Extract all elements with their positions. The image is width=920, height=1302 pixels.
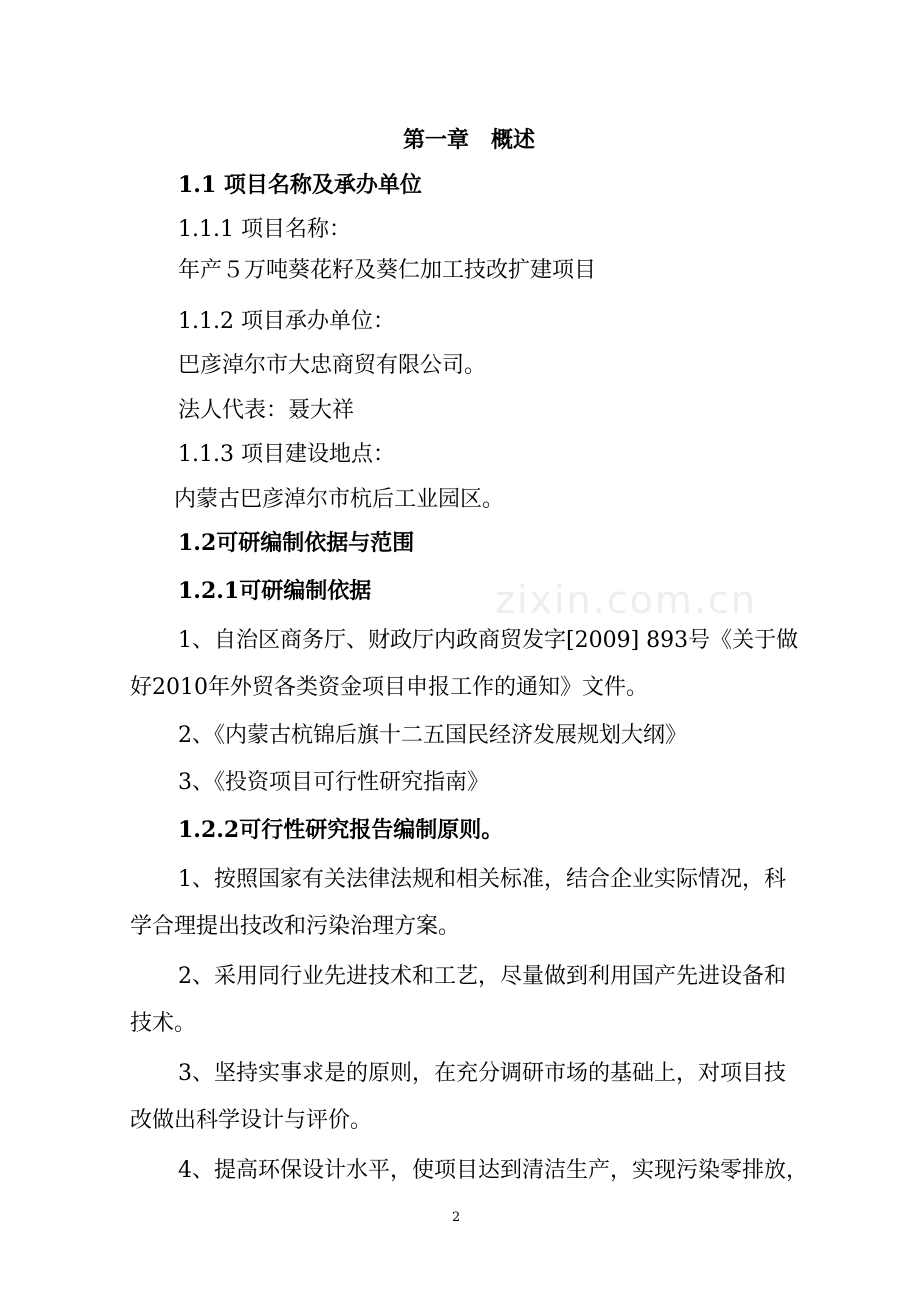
subsection-heading-1-2-2: 1.2.2可行性研究报告编制原则。 (178, 817, 504, 843)
subsection-heading-1-1-2: 1.1.2 项目承办单位： (178, 309, 395, 334)
subsection-heading-1-1-3: 1.1.3 项目建设地点： (178, 442, 395, 467)
project-name-text: 年产５万吨葵花籽及葵仁加工技改扩建项目 (178, 258, 597, 283)
principle-3-line-2: 改做出科学设计与评价。 (130, 1108, 373, 1133)
subsection-heading-1-1-1: 1.1.1 项目名称： (178, 217, 351, 242)
basis-item-2: 2、《内蒙古杭锦后旗十二五国民经济发展规划大纲》 (178, 723, 687, 748)
principle-1-line-1: 1、按照国家有关法律法规和相关标准，结合企业实际情况，科 (178, 867, 786, 892)
principle-3-line-1: 3、坚持实事求是的原则，在充分调研市场的基础上，对项目技 (178, 1061, 786, 1086)
company-text: 巴彦淖尔市大忠商贸有限公司。 (178, 353, 487, 378)
section-heading-1-2: 1.2可研编制依据与范围 (178, 530, 415, 556)
subsection-heading-1-2-1: 1.2.1可研编制依据 (178, 578, 372, 604)
principle-2-line-1: 2、采用同行业先进技术和工艺，尽量做到利用国产先进设备和 (178, 964, 786, 989)
basis-item-3: 3、《投资项目可行性研究指南》 (178, 770, 489, 795)
chapter-title: 第一章 概述 (403, 127, 536, 153)
page-number: 2 (452, 1210, 461, 1225)
location-text: 内蒙古巴彦淖尔市杭后工业园区。 (174, 487, 505, 512)
principle-2-line-2: 技术。 (130, 1011, 197, 1036)
basis-item-1-line-2: 好2010年外贸各类资金项目申报工作的通知》文件。 (130, 675, 648, 700)
section-heading-1-1: 1.1 项目名称及承办单位 (178, 172, 422, 198)
watermark-text: zixin.com.cn (495, 578, 757, 622)
principle-4-line-1: 4、提高环保设计水平，使项目达到清洁生产，实现污染零排放， (178, 1158, 808, 1183)
principle-1-line-2: 学合理提出技改和污染治理方案。 (130, 914, 461, 939)
legal-representative-text: 法人代表：聂大祥 (178, 398, 355, 423)
basis-item-1-line-1: 1、自治区商务厅、财政厅内政商贸发字[2009] 893号《关于做 (178, 628, 799, 653)
